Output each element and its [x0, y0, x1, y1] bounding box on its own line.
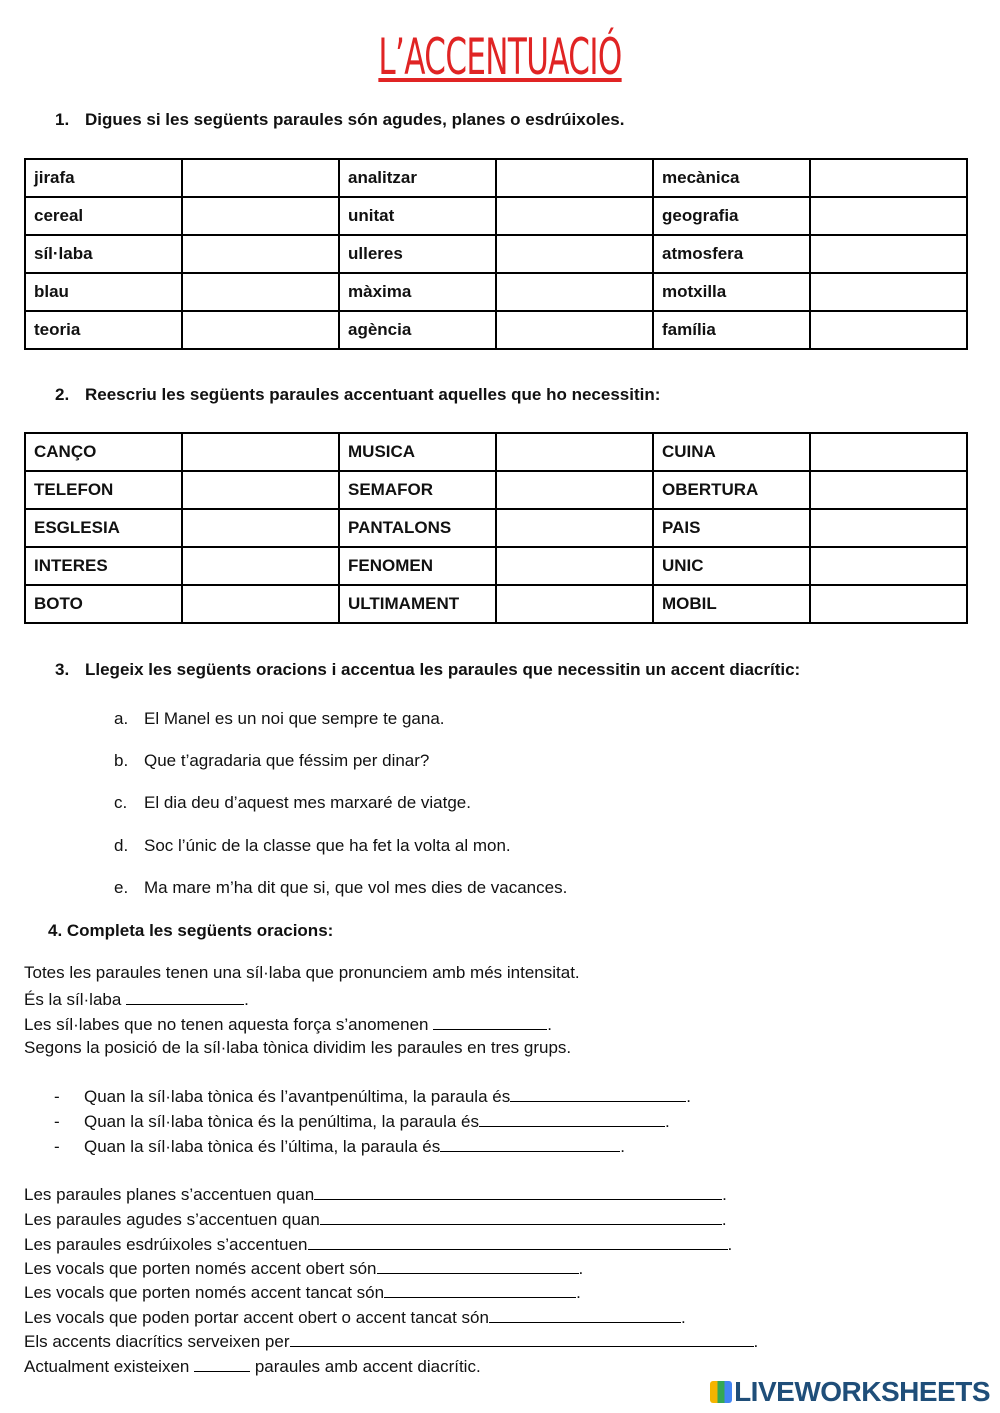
question-1-heading: 1. Digues si les següents paraules són agudes, planes o esdrúixoles. [55, 110, 625, 129]
table-row [25, 197, 967, 235]
sentence-d: d. Soc l’únic de la classe que ha fet la volta al mon. [114, 836, 511, 855]
answer-cell[interactable] [496, 273, 653, 311]
answer-cell[interactable] [810, 471, 967, 509]
word-cell: analitzar [339, 159, 496, 197]
word-cell: síl·laba [25, 235, 182, 273]
sentence-b: b. Que t’agradaria que féssim per dinar? [114, 751, 430, 770]
rule-diacritic-count: Actualment existeixen paraules amb accent diacrític. [24, 1357, 481, 1376]
table-row [25, 509, 967, 547]
answer-cell[interactable] [182, 273, 339, 311]
word-cell: màxima [339, 273, 496, 311]
word-cell: jirafa [25, 159, 182, 197]
intro-line-4: Segons la posició de la síl·laba tònica dividim les paraules en tres grups. [24, 1038, 572, 1057]
liveworksheets-logo: LIVEWORKSHEETS [710, 1376, 990, 1408]
word-cell: OBERTURA [653, 471, 810, 509]
table-row [25, 585, 967, 623]
word-cell: ESGLESIA [25, 509, 182, 547]
answer-cell[interactable] [810, 311, 967, 349]
answer-cell[interactable] [182, 509, 339, 547]
word-cell: mecànica [653, 159, 810, 197]
word-cell: PAIS [653, 509, 810, 547]
word-cell: família [653, 311, 810, 349]
table-row [25, 159, 967, 197]
word-cell: agència [339, 311, 496, 349]
bullet-esdruixoles: - Quan la síl·laba tònica és l’avantpenúltima, la paraula és . [54, 1087, 691, 1106]
blank-rule-7[interactable] [290, 1330, 754, 1347]
word-cell: cereal [25, 197, 182, 235]
word-cell: BOTO [25, 585, 182, 623]
answer-cell[interactable] [810, 197, 967, 235]
sentence-e: e. Ma mare m’ha dit que si, que vol mes dies de vacances. [114, 878, 568, 897]
answer-cell[interactable] [496, 585, 653, 623]
answer-cell[interactable] [182, 197, 339, 235]
blank-bullet-3[interactable] [440, 1135, 620, 1152]
rule-esdruixoles: Les paraules esdrúixoles s’accentuen . [24, 1235, 733, 1254]
word-cell: atmosfera [653, 235, 810, 273]
intro-line-2: És la síl·laba . [24, 990, 249, 1009]
answer-cell[interactable] [182, 159, 339, 197]
page-title: L’ACCENTUACIÓ [378, 28, 622, 86]
answer-cell[interactable] [496, 471, 653, 509]
word-cell: SEMAFOR [339, 471, 496, 509]
blank-bullet-2[interactable] [479, 1110, 665, 1127]
answer-cell[interactable] [496, 547, 653, 585]
answer-cell[interactable] [810, 547, 967, 585]
table-row [25, 273, 967, 311]
blank-rule-4[interactable] [377, 1257, 579, 1274]
blank-diacritic-count[interactable] [194, 1355, 250, 1372]
word-cell: TELEFON [25, 471, 182, 509]
word-cell: ulleres [339, 235, 496, 273]
word-cell: CANÇO [25, 433, 182, 471]
word-cell: UNIC [653, 547, 810, 585]
answer-cell[interactable] [810, 273, 967, 311]
word-cell: blau [25, 273, 182, 311]
word-cell: CUINA [653, 433, 810, 471]
answer-cell[interactable] [496, 509, 653, 547]
answer-cell[interactable] [182, 471, 339, 509]
answer-cell[interactable] [182, 547, 339, 585]
table-row [25, 433, 967, 471]
blank-rule-1[interactable] [314, 1183, 722, 1200]
table-row [25, 311, 967, 349]
accent-rewrite-table [24, 432, 968, 624]
bullet-planes: - Quan la síl·laba tònica és la penúltima, la paraula és . [54, 1112, 670, 1131]
sentence-c: c. El dia deu d’aquest mes marxaré de viatge. [114, 793, 471, 812]
table-row [25, 235, 967, 273]
intro-line-3: Les síl·labes que no tenen aquesta força s’anomenen . [24, 1015, 552, 1034]
blank-rule-3[interactable] [308, 1233, 728, 1250]
bullet-agudes: - Quan la síl·laba tònica és l’última, la paraula és . [54, 1137, 625, 1156]
question-3-heading: 3. Llegeix les següents oracions i accentua les paraules que necessitin un accent diacrític: [55, 660, 801, 679]
blank-stressed-syllable[interactable] [126, 988, 244, 1005]
rule-open-accent: Les vocals que porten només accent obert són . [24, 1259, 584, 1278]
rule-agudes: Les paraules agudes s’accentuen quan . [24, 1210, 727, 1229]
question-2-heading: 2. Reescriu les següents paraules accentuant aquelles que ho necessitin: [55, 385, 661, 404]
rule-diacritics: Els accents diacrítics serveixen per . [24, 1332, 759, 1351]
logo-icon [710, 1381, 732, 1403]
intro-line-1: Totes les paraules tenen una síl·laba que pronunciem amb més intensitat. [24, 963, 580, 982]
word-cell: geografia [653, 197, 810, 235]
word-cell: teoria [25, 311, 182, 349]
word-cell: ULTIMAMENT [339, 585, 496, 623]
blank-rule-5[interactable] [384, 1281, 576, 1298]
word-cell: MOBIL [653, 585, 810, 623]
question-4-heading: 4. Completa les següents oracions: [48, 921, 334, 940]
word-cell: motxilla [653, 273, 810, 311]
word-cell: PANTALONS [339, 509, 496, 547]
word-cell: unitat [339, 197, 496, 235]
answer-cell[interactable] [496, 433, 653, 471]
table-row [25, 471, 967, 509]
word-cell: FENOMEN [339, 547, 496, 585]
answer-cell[interactable] [810, 433, 967, 471]
answer-cell[interactable] [810, 159, 967, 197]
word-cell: INTERES [25, 547, 182, 585]
rule-closed-accent: Les vocals que porten només accent tancat són . [24, 1283, 581, 1302]
classification-table [24, 158, 968, 350]
word-cell: MUSICA [339, 433, 496, 471]
answer-cell[interactable] [810, 585, 967, 623]
blank-unstressed-syllables[interactable] [433, 1013, 547, 1030]
answer-cell[interactable] [496, 197, 653, 235]
answer-cell[interactable] [496, 311, 653, 349]
answer-cell[interactable] [810, 509, 967, 547]
table-row [25, 547, 967, 585]
blank-rule-6[interactable] [489, 1306, 681, 1323]
answer-cell[interactable] [182, 311, 339, 349]
answer-cell[interactable] [496, 159, 653, 197]
answer-cell[interactable] [182, 433, 339, 471]
answer-cell[interactable] [182, 585, 339, 623]
blank-bullet-1[interactable] [510, 1085, 686, 1102]
answer-cell[interactable] [810, 235, 967, 273]
sentence-a: a. El Manel es un noi que sempre te gana. [114, 709, 445, 728]
answer-cell[interactable] [496, 235, 653, 273]
answer-cell[interactable] [182, 235, 339, 273]
rule-both-accents: Les vocals que poden portar accent obert o accent tancat són . [24, 1308, 686, 1327]
blank-rule-2[interactable] [320, 1208, 722, 1225]
rule-planes: Les paraules planes s’accentuen quan . [24, 1185, 727, 1204]
